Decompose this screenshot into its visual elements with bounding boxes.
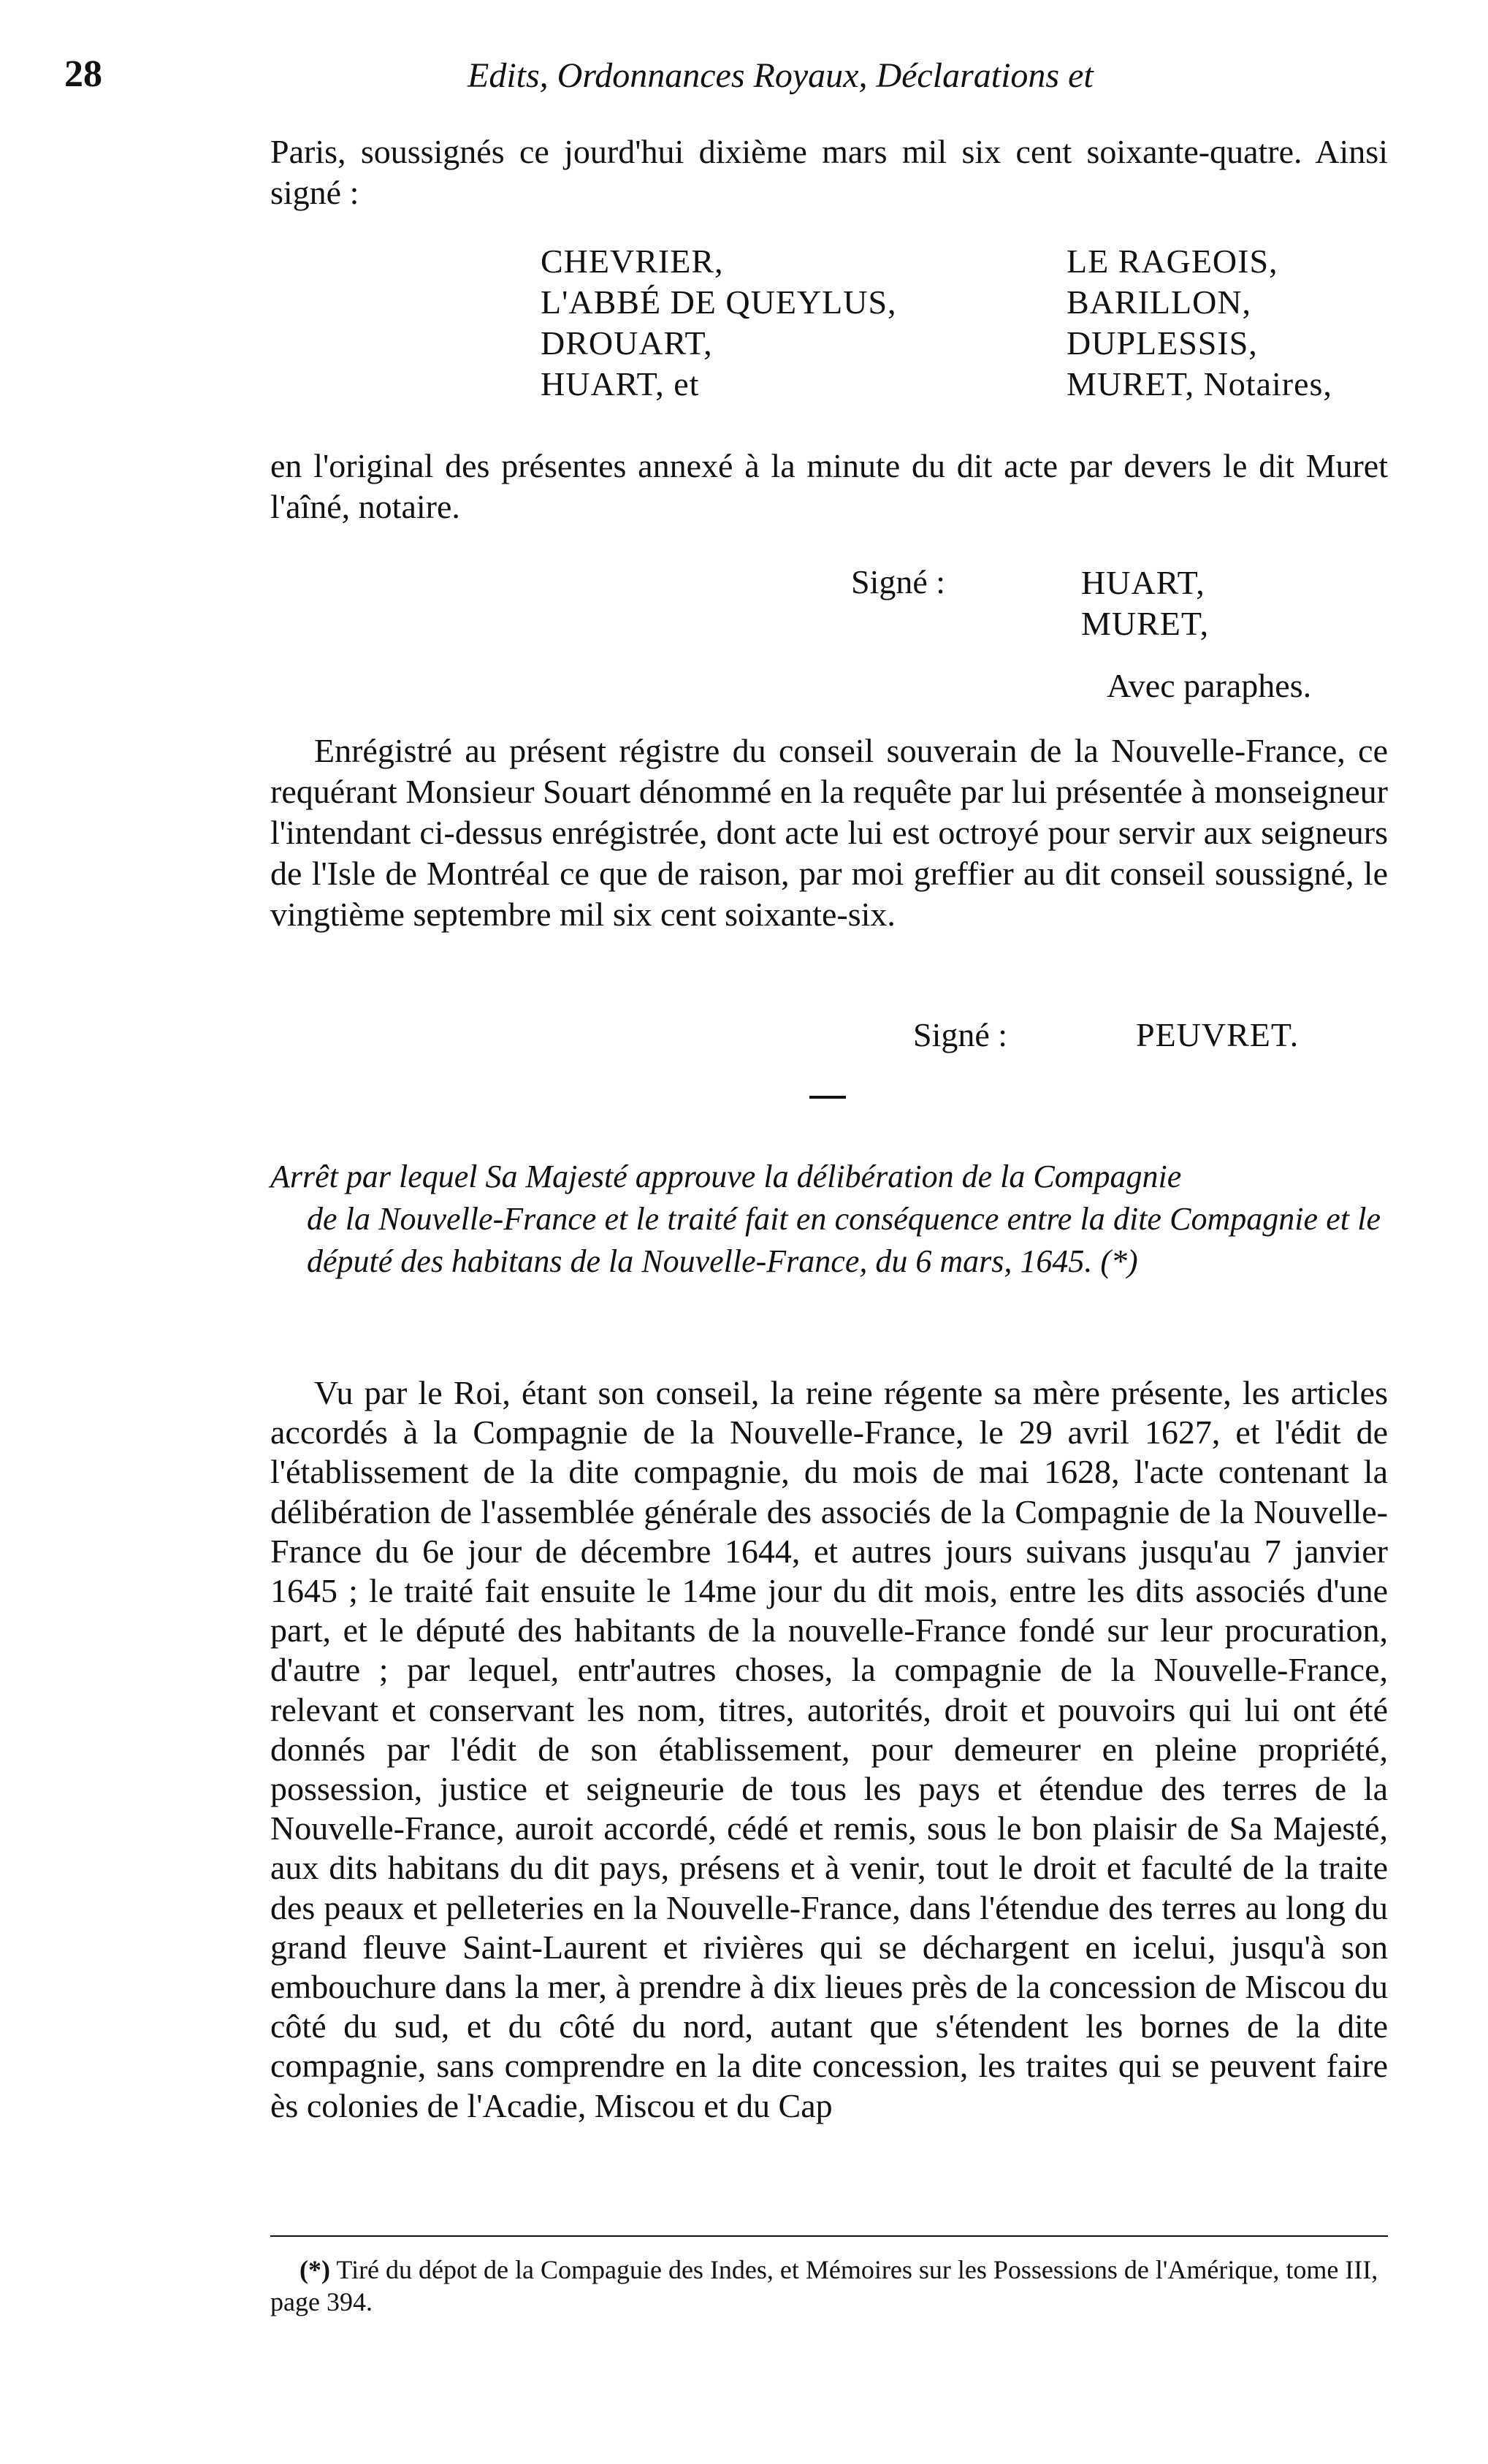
signatory: MURET, Notaires,	[1067, 365, 1332, 403]
signatory: CHEVRIER,	[541, 243, 724, 280]
signatory: HUART, et	[541, 365, 700, 403]
opening-paragraph	[270, 131, 1388, 213]
section-title-first-line: Arrêt par lequel Sa Majesté approuve la délibération de la Compagnie	[270, 1159, 1182, 1194]
signature-label-1: Signé :	[851, 563, 946, 600]
signatory: DROUART,	[541, 324, 713, 362]
signatory: DUPLESSIS,	[1067, 324, 1258, 362]
section-title-rest: de la Nouvelle-France et le traité fait en conséquence entre la dite Compagnie et le député des habitans de la Nouvelle-France, du 6 mars, 1645. (*)	[307, 1201, 1381, 1279]
signature-name: MURET,	[1081, 605, 1210, 642]
signature-label-2: Signé :	[913, 1016, 1008, 1053]
body-paragraph	[270, 1373, 1388, 2126]
signature-name-2: PEUVRET.	[1136, 1016, 1300, 1053]
signatory: LE RAGEOIS,	[1067, 243, 1278, 280]
footnote	[270, 2254, 1388, 2318]
footnote-text: Tiré du dépot de la Compaguie des Indes, et Mémoires sur les Possessions de l'Amérique, tome III, page 394.	[270, 2255, 1378, 2316]
signature-name: HUART,	[1081, 564, 1205, 601]
body-text: Vu par le Roi, étant son conseil, la reine régente sa mère présente, les articles accordés à la Compagnie de la Nouvelle-France, le 29 avril 1627, et l'édit de l'établissement de la dite compagnie, du mois de mai 1628, l'acte contenant la délibération de l'assemblée générale des associés de la Compagnie de la Nouvelle-France du 6e jour de décembre 1644, et autres jours suivans jusqu'au 7 janvier 1645 ; le traité fait ensuite le 14me jour du dit mois, entre les dits associés d'une part, et le député des habitants de la nouvelle-France fondé sur leur procuration, d'autre ; par lequel, entr'autres choses, la compagnie de la Nouvelle-France, relevant et conservant les nom, titres, autorités, droit et pouvoirs qui lui ont été donnés par l'édit de son établissement, pour demeurer en pleine propriété, possession, justice et seigneurie de tous les pays et étendue des terres de la Nouvelle-France, auroit accordé, cédé et remis, sous le bon plaisir de Sa Majesté, aux dits habitans du dit pays, présens et à venir, tout le droit et faculté de la traite des peaux et pelleteries en la Nouvelle-France, dans l'étendue des terres au long du grand fleuve Saint-Laurent et rivières qui se déchargent en icelui, jusqu'à son embouchure dans la mer, à prendre à dix lieues près de la concession de Miscou du côté du sud, et du côté du nord, autant que s'étendent les bornes de la dite compagnie, sans comprendre en la dite concession, les traites qui se peuvent faire ès colonies de l'Acadie, Miscou et du Cap	[270, 1374, 1388, 2124]
opening-text: Paris, soussignés ce jourd'hui dixième mars mil six cent soixante-quatre. Ainsi signé :	[270, 133, 1388, 211]
signature-names-1	[1081, 562, 1209, 644]
footnote-marker: (*)	[299, 2255, 330, 2284]
avec-paraphes: Avec paraphes.	[1107, 667, 1312, 704]
running-title: Edits, Ordonnances Royaux, Déclarations et	[468, 56, 1094, 95]
footnote-rule	[270, 2235, 1388, 2237]
section-divider-dash	[809, 1096, 846, 1099]
original-note: en l'original des présentes annexé à la minute du dit acte par devers le dit Muret l'aîné, notaire.	[270, 447, 1388, 525]
signatory: BARILLON,	[1067, 283, 1252, 321]
enregistrement-text: Enrégistré au présent régistre du conseil souverain de la Nouvelle-France, ce requérant Monsieur Souart dénommé en la requête par lui présentée à monseigneur l'intendant ci-dessus enrégistrée, dont acte lui est octroyé pour servir aux seigneurs de l'Isle de Montréal ce que de raison, par moi greffier au dit conseil soussigné, le vingtième septembre mil six cent soixante-six.	[270, 732, 1388, 933]
section-title	[270, 1156, 1381, 1283]
signatory: L'ABBÉ DE QUEYLUS,	[541, 283, 897, 321]
page-number: 28	[64, 53, 102, 95]
enregistrement-paragraph	[270, 731, 1388, 935]
original-note-paragraph	[270, 446, 1388, 527]
signatories-block	[541, 241, 1388, 405]
